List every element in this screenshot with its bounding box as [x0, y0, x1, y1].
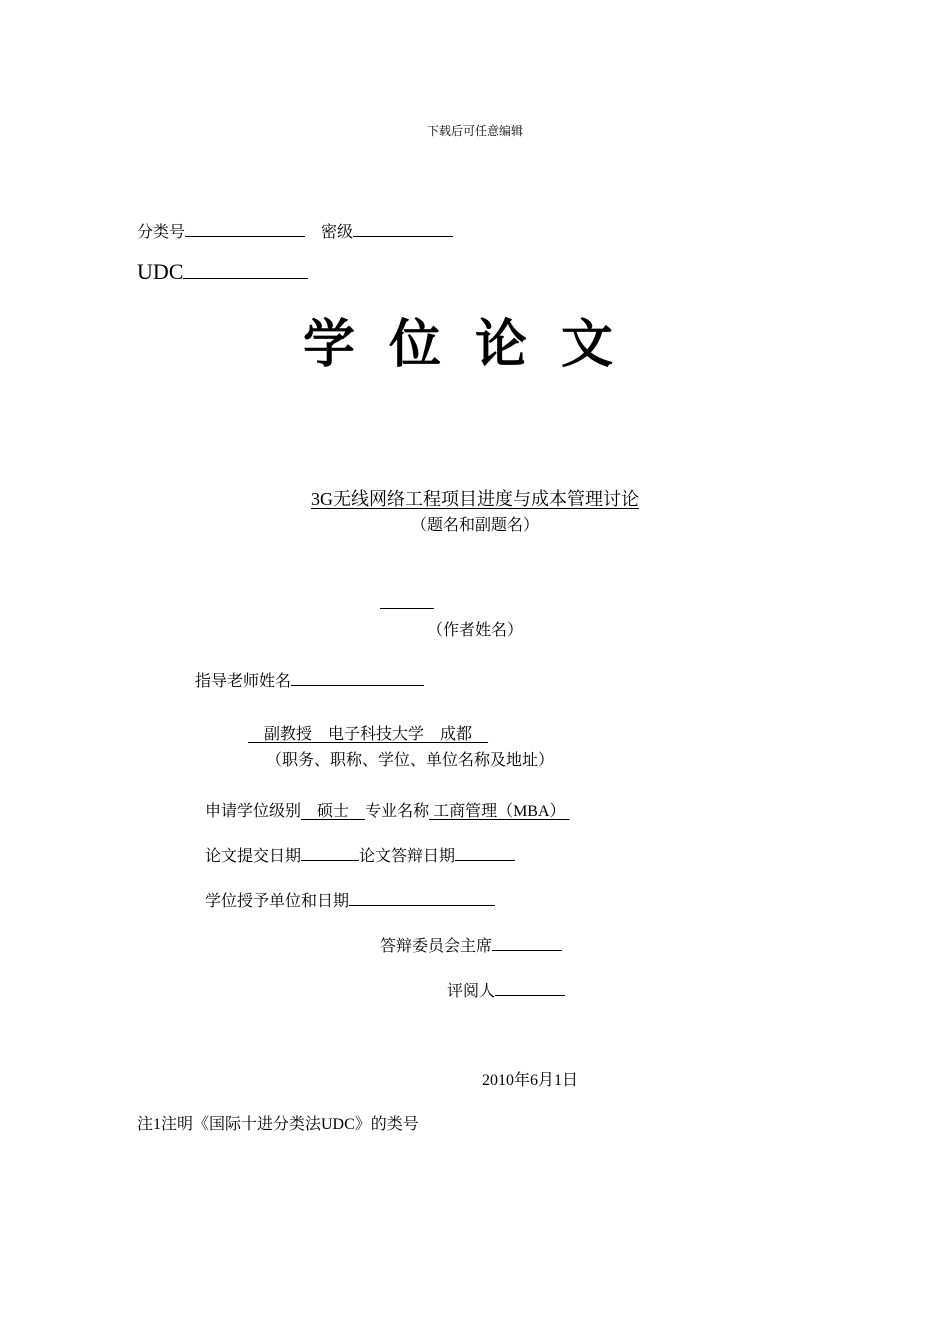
- advisor-label: 指导老师姓名: [195, 673, 292, 690]
- major-value-wrap: [429, 803, 569, 820]
- grant-label: 学位授予单位和日期: [205, 893, 350, 910]
- footnote: 注1注明《国际十进分类法UDC》的类号: [137, 1116, 419, 1133]
- degree-level-value: 硕士: [317, 803, 350, 820]
- degree-row: [205, 798, 570, 821]
- affiliation-pad-left: [248, 726, 264, 743]
- title-note: （题名和副题名）: [410, 517, 539, 534]
- reviewer-field: [495, 979, 565, 996]
- document-date: 2010年6月1日: [482, 1072, 579, 1089]
- secret-field: [353, 220, 453, 237]
- reviewer-label: 评阅人: [447, 983, 496, 1000]
- defense-date-label: 论文答辩日期: [359, 848, 456, 865]
- degree-level-value-wrap: [301, 803, 365, 820]
- major-value: 工商管理（MBA）: [433, 803, 566, 820]
- defense-date-field: [455, 844, 515, 861]
- affiliation-text: 副教授 电子科技大学 成都: [264, 726, 473, 743]
- grant-row: [205, 888, 495, 911]
- affiliation-note: （职务、职称、学位、单位名称及地址）: [265, 752, 554, 769]
- advisor-field: [291, 669, 424, 686]
- class-no-label: 分类号: [137, 224, 186, 241]
- udc-row: [137, 256, 308, 285]
- dates-row: [205, 843, 515, 866]
- classification-row: [137, 219, 453, 242]
- thesis-title: [0, 485, 950, 511]
- grant-field: [349, 889, 495, 906]
- secret-label: 密级: [321, 224, 354, 241]
- affiliation-pad-right: [472, 726, 488, 743]
- degree-level-label: 申请学位级别: [205, 803, 302, 820]
- chair-row: [380, 933, 562, 956]
- header-note: 下载后可任意编辑: [426, 124, 523, 138]
- class-no-field: [185, 220, 305, 237]
- udc-field: [183, 256, 308, 279]
- advisor-row: [195, 668, 424, 691]
- main-title: 学位论文: [302, 314, 647, 375]
- submit-date-label: 论文提交日期: [205, 848, 302, 865]
- chair-label: 答辩委员会主席: [380, 938, 493, 955]
- affiliation-row: [248, 721, 488, 744]
- author-field: [380, 590, 434, 609]
- major-label: 专业名称: [365, 803, 430, 820]
- reviewer-row: [447, 978, 565, 1001]
- submit-date-field: [301, 844, 359, 861]
- author-note: （作者姓名）: [426, 622, 523, 639]
- thesis-title-text: 3G无线网络工程项目进度与成本管理讨论: [311, 489, 639, 509]
- chair-field: [492, 934, 562, 951]
- udc-label: UDC: [137, 259, 184, 284]
